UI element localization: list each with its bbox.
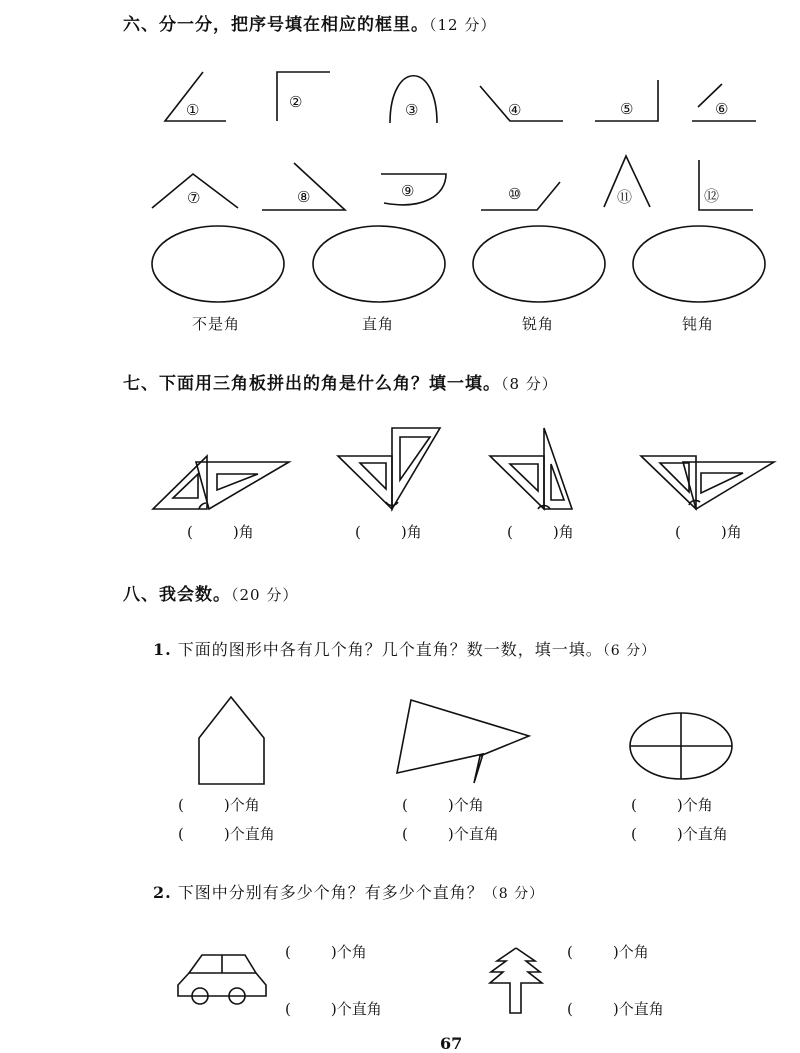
question-8-1: 1. 下面的图形中各有几个角？几个直角？数一数，填一填。（6 分） (153, 640, 657, 659)
section-6-title: 六、分一分，把序号填在相应的框里。（12 分） (123, 15, 497, 35)
category-label-acute-angle: 锐角 (522, 315, 555, 333)
section-7-title: 七、下面用三角板拼出的角是什么角？填一填。（8 分） (123, 374, 558, 394)
house-right-angle-count-blank[interactable]: ( )个直角 (178, 825, 275, 843)
category-label-obtuse-angle: 钝角 (682, 315, 715, 333)
angle-number-4: ④ (508, 101, 522, 119)
house-angle-count-blank[interactable]: ( )个角 (178, 796, 260, 814)
question-8-2: 2. 下图中分别有多少个角？有多少个直角？（8 分） (153, 883, 545, 902)
angle-number-5: ⑤ (620, 100, 634, 118)
angle-number-6: ⑥ (715, 100, 729, 118)
category-label-right-angle: 直角 (362, 315, 395, 333)
page-number: 67 (440, 1034, 463, 1053)
angle-number-12: ⑫ (704, 187, 720, 205)
car-angle-count-blank[interactable]: ( )个角 (285, 943, 367, 961)
tree-right-angle-count-blank[interactable]: ( )个直角 (567, 1000, 664, 1018)
angle-number-8: ⑧ (297, 188, 311, 206)
angle-number-11: ⑪ (617, 188, 633, 206)
answer-blank-combo-2[interactable]: ( )角 (355, 523, 422, 541)
angle-number-1: ① (186, 101, 200, 119)
polygon-right-angle-count-blank[interactable]: ( )个直角 (402, 825, 499, 843)
answer-blank-combo-1[interactable]: ( )角 (187, 523, 254, 541)
angle-number-2: ② (289, 93, 303, 111)
category-label-not-angle: 不是角 (192, 315, 241, 333)
ellipse-right-angle-count-blank[interactable]: ( )个直角 (631, 825, 728, 843)
answer-blank-combo-4[interactable]: ( )角 (675, 523, 742, 541)
angle-number-3: ③ (405, 101, 419, 119)
tree-angle-count-blank[interactable]: ( )个角 (567, 943, 649, 961)
angle-number-9: ⑨ (401, 182, 415, 200)
ellipse-angle-count-blank[interactable]: ( )个角 (631, 796, 713, 814)
tree-figure (490, 948, 542, 1013)
car-right-angle-count-blank[interactable]: ( )个直角 (285, 1000, 382, 1018)
car-figure (178, 955, 266, 1004)
angle-number-7: ⑦ (187, 189, 201, 207)
polygon-angle-count-blank[interactable]: ( )个角 (402, 796, 484, 814)
angle-number-10: ⑩ (508, 185, 522, 203)
answer-blank-combo-3[interactable]: ( )角 (507, 523, 574, 541)
section-8-title: 八、我会数。（20 分） (123, 585, 299, 605)
